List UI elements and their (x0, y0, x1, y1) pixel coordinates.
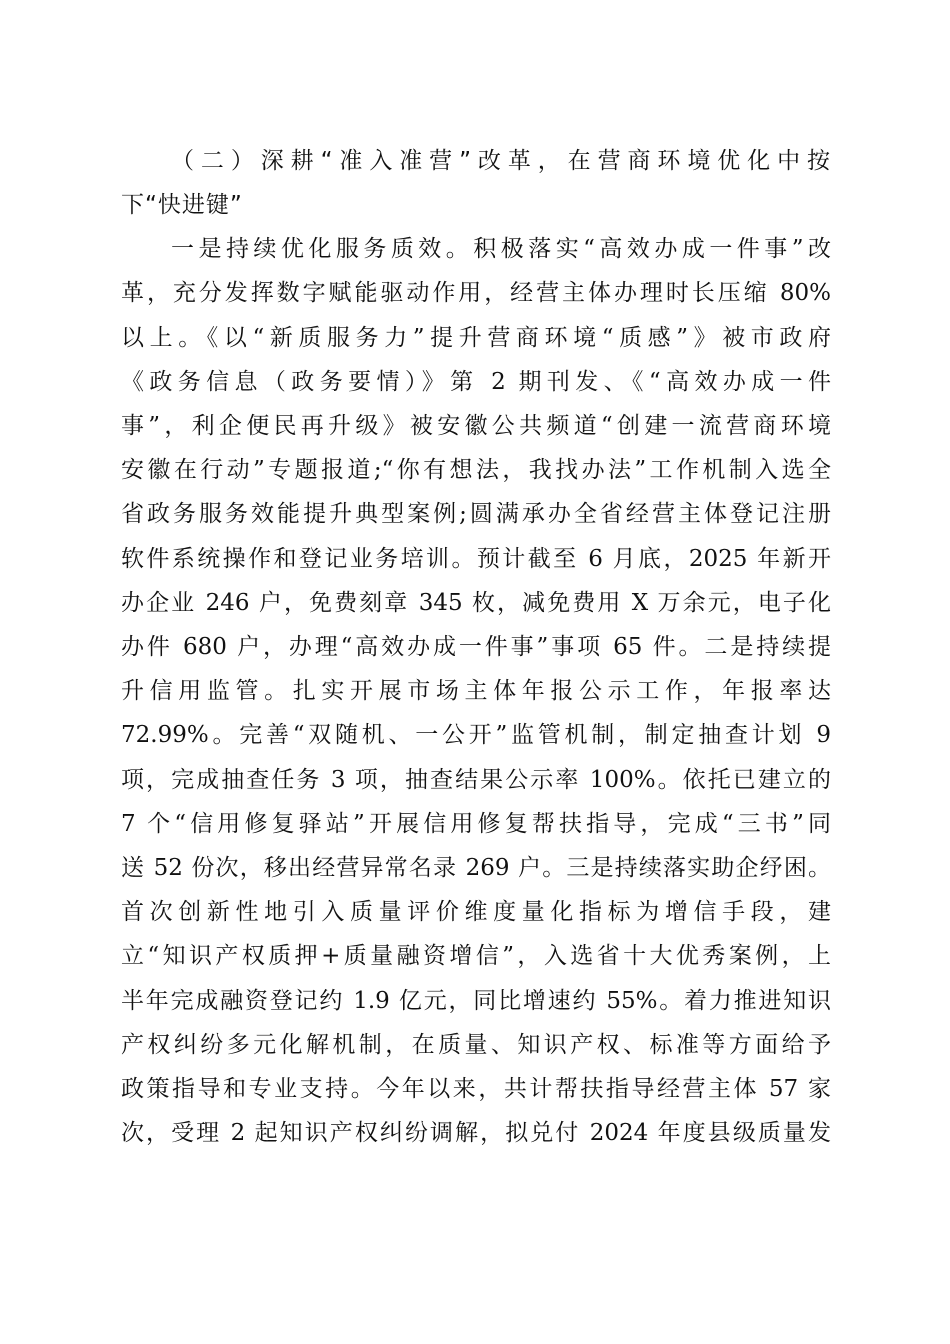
paragraph-line: 政策指导和专业支持。今年以来，共计帮扶指导经营主体 57 家 (121, 1076, 831, 1102)
section-heading-line-2: 下“快进键” (121, 192, 243, 218)
paragraph-line: 立“知识产权质押+质量融资增信”，入选省十大优秀案例，上 (121, 943, 831, 969)
paragraph-line: 办企业 246 户，免费刻章 345 枚，减免费用 X 万余元，电子化 (121, 590, 831, 616)
section-heading-line-1: （二）深耕“准入准营”改革，在营商环境优化中按 (171, 148, 831, 174)
paragraph-line: 产权纠纷多元化解机制，在质量、知识产权、标准等方面给予 (121, 1032, 831, 1058)
paragraph-line: 《政务信息（政务要情）》第 2 期刊发、《“高效办成一件 (121, 369, 831, 395)
paragraph-line: 半年完成融资登记约 1.9 亿元，同比增速约 55%。着力推进知识 (121, 988, 831, 1014)
paragraph-line: 事”，利企便民再升级》被安徽公共频道“创建一流营商环境 (121, 413, 831, 439)
paragraph-line: 送 52 份次，移出经营异常名录 269 户。三是持续落实助企纾困。 (121, 855, 831, 881)
paragraph-line: 省政务服务效能提升典型案例;圆满承办全省经营主体登记注册 (121, 501, 831, 527)
paragraph-line: 升信用监管。扎实开展市场主体年报公示工作，年报率达 (121, 678, 831, 704)
paragraph-line: 以上。《以“新质服务力”提升营商环境“质感”》被市政府 (121, 325, 831, 351)
paragraph-line: 安徽在行动”专题报道;“你有想法，我找办法”工作机制入选全 (121, 457, 831, 483)
paragraph-line: 革，充分发挥数字赋能驱动作用，经营主体办理时长压缩 80% (121, 280, 831, 306)
paragraph-line: 项，完成抽查任务 3 项，抽查结果公示率 100%。依托已建立的 (121, 767, 831, 793)
paragraph-line: 软件系统操作和登记业务培训。预计截至 6 月底，2025 年新开 (121, 546, 831, 572)
paragraph-line: 次，受理 2 起知识产权纠纷调解，拟兑付 2024 年度县级质量发 (121, 1120, 831, 1146)
paragraph-line: 72.99%。完善“双随机、一公开”监管机制，制定抽查计划 9 (121, 722, 831, 748)
paragraph-line: 7 个“信用修复驿站”开展信用修复帮扶指导，完成“三书”同 (121, 811, 831, 837)
paragraph-line: 首次创新性地引入质量评价维度量化指标为增信手段，建 (121, 899, 831, 925)
paragraph-line: 办件 680 户，办理“高效办成一件事”事项 65 件。二是持续提 (121, 634, 831, 660)
paragraph-line: 一是持续优化服务质效。积极落实“高效办成一件事”改 (171, 236, 831, 262)
